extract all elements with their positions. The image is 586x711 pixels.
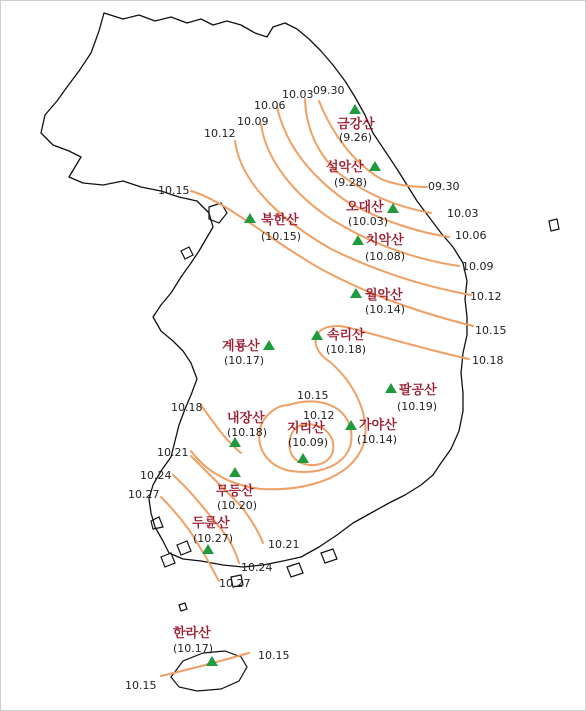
isoline-1015-north: [191, 191, 473, 326]
isoline-label: 10.18: [472, 354, 504, 367]
isoline-1015-jeju: [161, 653, 249, 676]
mountain-name: 가야산: [359, 418, 397, 433]
isoline-label: 10.24: [241, 561, 273, 574]
isoline-label: 10.21: [157, 446, 189, 459]
mountain-name: 내장산: [227, 411, 265, 426]
isoline-label: 10.15: [297, 389, 329, 402]
isoline-label: 10.06: [455, 229, 487, 242]
mountain-date: (10.14): [365, 303, 406, 316]
mountain-date: (10.08): [365, 250, 406, 263]
isoline-label: 10.18: [171, 401, 203, 414]
triangle-icon: [263, 340, 275, 350]
mountain-date: (9.26): [339, 131, 373, 144]
triangle-icon: [369, 161, 381, 171]
mountain-name: 팔공산: [399, 383, 437, 398]
west-islet-1: [181, 247, 193, 259]
peninsula-coastline: [41, 13, 467, 567]
mountain-name: 속리산: [327, 328, 365, 343]
south-islet-2: [321, 549, 337, 563]
east-islet: [549, 219, 559, 231]
mountain-date: (10.17): [224, 354, 265, 367]
mountain-date: (9.28): [334, 176, 368, 189]
mountain-name: 북한산: [261, 213, 299, 228]
mountain-date: (10.19): [397, 400, 438, 413]
mountain-date: (10.27): [193, 532, 234, 545]
triangle-icon: [206, 656, 218, 666]
mountain-name: 한라산: [173, 626, 211, 641]
far-southwest-islet: [179, 603, 187, 611]
mountain-group: [173, 104, 437, 666]
mountain-date: (10.20): [217, 499, 258, 512]
mountain-name: 오대산: [346, 200, 384, 215]
isoline-label: 10.27: [128, 488, 160, 501]
isoline-label: 10.15: [475, 324, 507, 337]
south-islet-1: [287, 563, 303, 577]
isoline-label: 10.06: [254, 99, 286, 112]
southwest-islet-1: [177, 541, 191, 555]
triangle-icon: [385, 383, 397, 393]
isoline-label: 10.09: [237, 115, 269, 128]
coastline-group: [41, 13, 559, 691]
isoline-label: 10.15: [158, 184, 190, 197]
mountain-name: 월악산: [365, 288, 403, 303]
mountain-date: (10.14): [357, 433, 398, 446]
isoline-label: 10.03: [447, 207, 479, 220]
mountain-name: 설악산: [326, 160, 364, 175]
mountain-date: (10.15): [261, 230, 302, 243]
isoline-label: 10.03: [282, 88, 314, 101]
triangle-icon: [350, 288, 362, 298]
mountain-date: (10.18): [227, 426, 268, 439]
isoline-label: 10.24: [140, 469, 172, 482]
triangle-icon: [297, 453, 309, 463]
isoline-label: 10.21: [268, 538, 300, 551]
mountain-name: 두륜산: [192, 516, 230, 531]
mountain-date: (10.09): [288, 436, 329, 449]
isoline-label: 10.27: [219, 577, 251, 590]
isoline-label: 10.12: [470, 290, 502, 303]
mountain-date: (10.17): [173, 642, 214, 655]
triangle-icon: [202, 544, 214, 554]
mountain-name: 지리산: [287, 421, 325, 436]
mountain-name: 치악산: [366, 233, 404, 248]
isoline-label: 09.30: [428, 180, 460, 193]
triangle-icon: [244, 213, 256, 223]
isoline-label: 10.15: [258, 649, 290, 662]
isoline-label: 10.12: [303, 409, 335, 422]
triangle-icon: [345, 420, 357, 430]
map-canvas: [1, 1, 585, 710]
isoline-label: 10.15: [125, 679, 157, 692]
mountain-name: 계룡산: [222, 339, 260, 354]
triangle-icon: [229, 467, 241, 477]
mountain-name: 금강산: [337, 117, 375, 132]
isoline-label: 10.12: [204, 127, 236, 140]
isoline-label: 10.09: [462, 260, 494, 273]
mountain-date: (10.03): [348, 215, 389, 228]
mountain-date: (10.18): [326, 343, 367, 356]
isoline-label: 09.30: [313, 84, 345, 97]
mountain-name: 무등산: [216, 484, 254, 499]
